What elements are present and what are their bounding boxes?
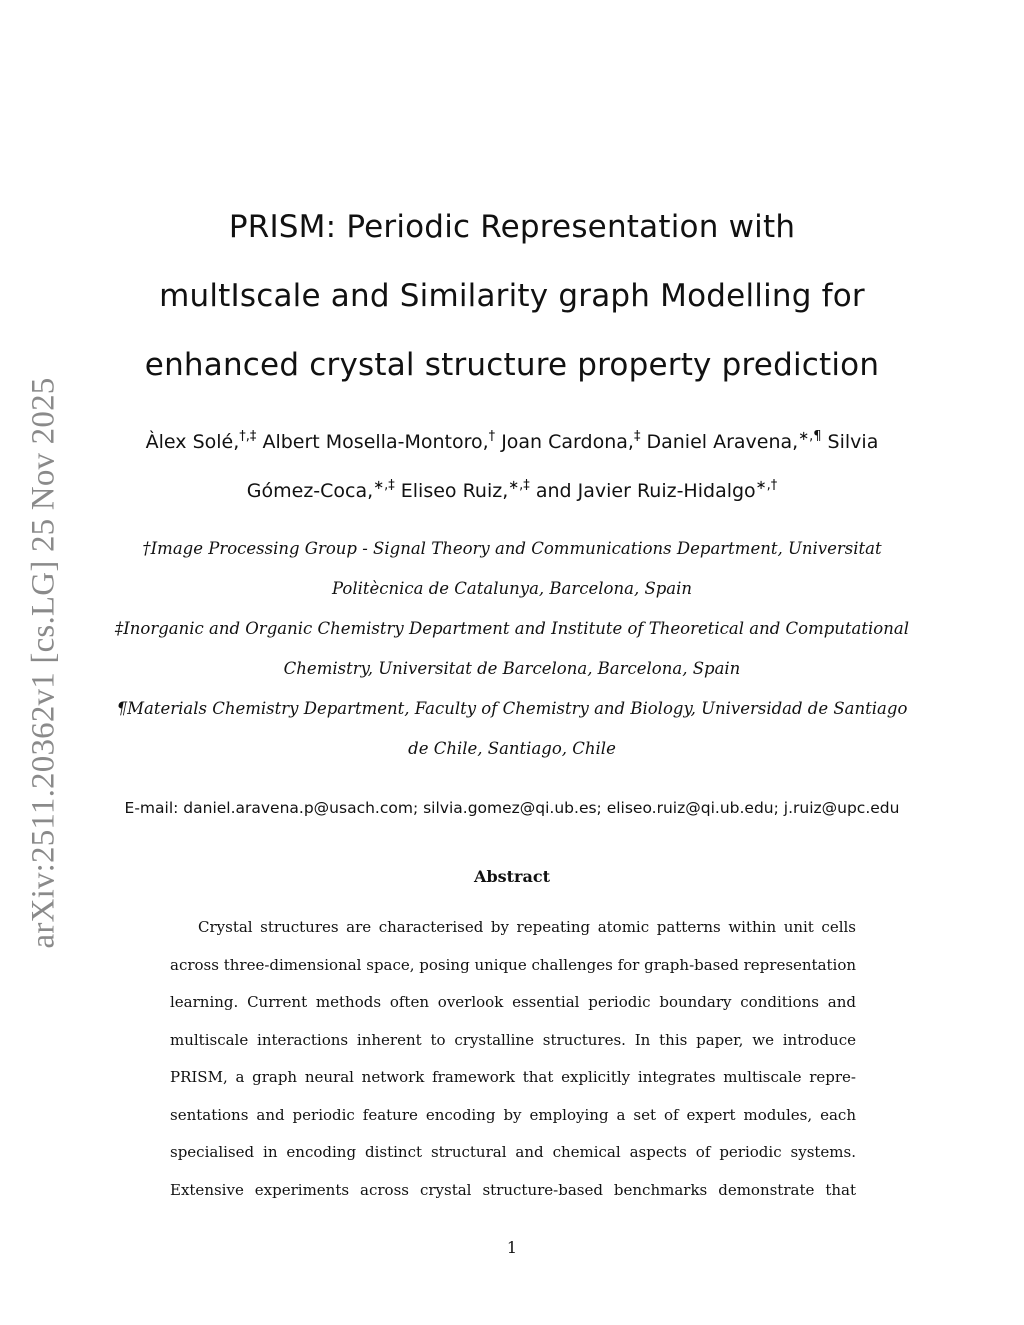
affiliations (110, 529, 914, 769)
abstract-line: across three-dimensional space, posing unique challenges for graph-based representation (170, 955, 857, 974)
abstract-line: learning. Current methods often overlook essential periodic boundary conditions and (170, 993, 856, 1011)
author-list (110, 418, 914, 516)
abstract-line: Extensive experiments across crystal structure-based benchmarks demonstrate that (170, 1180, 856, 1199)
author-name: Albert Mosella-Montoro, (262, 431, 489, 453)
affiliation-marks: ‡ (633, 428, 641, 444)
abstract-line: specialised in encoding distinct structural and chemical aspects of periodic systems. (170, 1143, 856, 1161)
affiliation-marks: ∗,‡ (508, 477, 530, 493)
abstract-line: Crystal structures are characterised by repeating atomic patterns within unit cells (198, 918, 856, 936)
abstract-heading: Abstract (474, 867, 550, 886)
title-line: PRISM: Periodic Representation with (228, 209, 796, 245)
abstract-text (170, 909, 856, 1209)
affiliation-marks: ∗,‡ (373, 477, 395, 493)
author-name: Àlex Solé, (145, 431, 240, 453)
arxiv-identifier-stamp: arXiv:2511.20362v1 [cs.LG] 25 Nov 2025 (25, 377, 62, 949)
abstract-line: sentations and periodic feature encoding by employing a set of expert modules, each (170, 1105, 856, 1124)
affiliation: ‡Inorganic and Organic Chemistry Department and Institute of Theoretical and Computational Chemistry, Universitat de Barcelona, Barcelona, Spain (115, 619, 909, 678)
affiliation-marks: †,‡ (239, 428, 257, 444)
affiliation-marks: ∗,¶ (798, 428, 822, 444)
abstract-line: PRISM, a graph neural network framework that explicitly integrates multiscale repre- (170, 1068, 856, 1086)
title-line: multIscale and Similarity graph Modelling for (159, 278, 865, 314)
affiliation-marks: ∗,† (755, 477, 778, 493)
abstract-line: multiscale interactions inherent to crystalline structures. In this paper, we introduce (170, 1030, 856, 1049)
affiliation: ¶Materials Chemistry Department, Faculty of Chemistry and Biology, Universidad de Santiago de Chile, Santiago, Chile (116, 699, 908, 758)
affiliation: †Image Processing Group - Signal Theory and Communications Department, Universitat Politècnica de Catalunya, Barcelona, Spain (142, 539, 882, 598)
title-line: enhanced crystal structure property prediction (144, 347, 880, 383)
page-number: 1 (506, 1238, 518, 1257)
author-name: Eliseo Ruiz, (400, 480, 509, 502)
author-name: Daniel Aravena, (646, 431, 799, 453)
author-name: Silvia Gómez-Coca, (246, 431, 879, 502)
author-name: and Javier Ruiz-Hidalgo (535, 480, 756, 502)
paper-title (110, 193, 914, 400)
author-name: Joan Cardona, (501, 431, 634, 453)
contact-emails: E-mail: daniel.aravena.p@usach.com; silvia.gomez@qi.ub.es; eliseo.ruiz@qi.ub.edu; j.ruiz@upc.edu (124, 799, 900, 817)
affiliation-marks: † (488, 428, 496, 444)
